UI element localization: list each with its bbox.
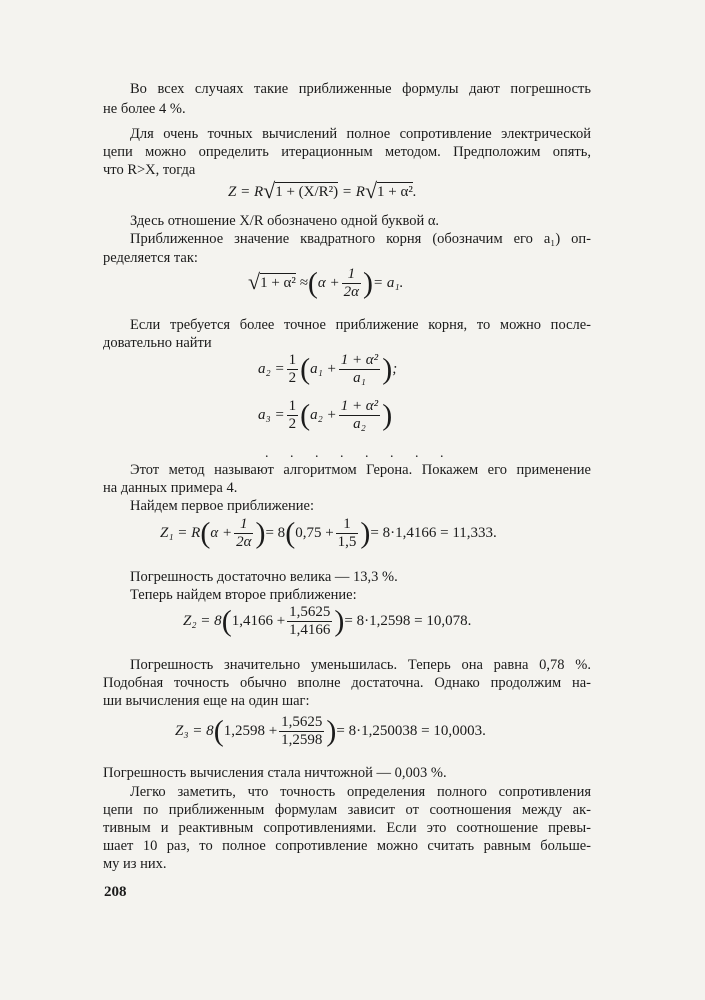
text-line: Теперь найдем второе приближение:	[130, 587, 357, 603]
equation-a2: a₂ = $\frac{1}{2}$ (a₁ + $\frac{\text{1 + α²}}{\text{a₁}}$ );	[258, 352, 398, 386]
equation-z2: Z₂ = 8(1,4166 + $\frac{1,5625}{1,4166}$ )= 8·1,2598 = 10,078.	[183, 604, 472, 638]
text-line: не более 4 %.	[103, 101, 186, 117]
equation-z1: Z₁ = R(α + $\frac{1}{2\alpha}$ )= 8(0,75 + $\frac{1}{1,5}$ )= 8·1,4166 = 11,333.	[160, 516, 497, 550]
text-line: на данных примера 4.	[103, 480, 238, 496]
text-line: Погрешность достаточно велика — 13,3 %.	[130, 569, 398, 585]
page-number: 208	[104, 884, 127, 900]
text-line: Подобная точность обычно вполне достаточна. Однако продолжим на-	[103, 675, 591, 691]
text-line: цепи по приближенным формулам зависит от соотношения между ак-	[103, 802, 591, 818]
text-line: му из них.	[103, 856, 167, 872]
text-line: ределяется так:	[103, 250, 198, 266]
text-line: Для очень точных вычислений полное сопротивление электрической	[130, 126, 591, 142]
text-line: Найдем первое приближение:	[130, 498, 314, 514]
equation-root-approx: √1 + α² ≈(α + $\frac{1}{2\alpha}$ )= a₁.	[248, 266, 404, 300]
text-line: ши вычисления еще на один шаг:	[103, 693, 310, 709]
text-line: тивным и реактивным сопротивлениями. Если это соотношение превы-	[103, 820, 591, 836]
text-line: Здесь отношение X/R обозначено одной буквой α.	[130, 213, 440, 229]
text-line: цепи можно определить итерационным методом. Предположим опять,	[103, 144, 591, 160]
text-line: шает 10 раз, то полное сопротивление можно считать равным больше-	[103, 838, 591, 854]
text-line: Погрешность вычисления стала ничтожной — 0,003 %.	[103, 765, 447, 781]
text-line: Этот метод называют алгоритмом Герона. Покажем его применение	[130, 462, 591, 478]
text-line: Если требуется более точное приближение корня, то можно после-	[130, 317, 591, 333]
text-line: Погрешность значительно уменьшилась. Теперь она равна 0,78 %.	[130, 657, 591, 673]
text-line: что R>X, тогда	[103, 162, 196, 178]
ellipsis-dots: . . . . . . . .	[265, 446, 453, 461]
text-line: Легко заметить, что точность определения полного сопротивления	[130, 784, 591, 800]
equation-impedance: Z = R√1 + (X/R²) = R√1 + α².	[228, 178, 417, 203]
text-line: Приближенное значение квадратного корня (обозначим его a₁) оп-	[130, 231, 591, 247]
text-line: довательно найти	[103, 335, 212, 351]
text-line: Во всех случаях такие приближенные формулы дают погрешность	[130, 81, 591, 97]
equation-z3: Z₃ = 8(1,2598 + $\frac{1,5625}{1,2598}$ )= 8·1,250038 = 10,0003.	[175, 714, 486, 748]
equation-a3: a₃ = $\frac{1}{2}$ (a₂ + $\frac{\text{1 + α²}}{\text{a₂}}$ )	[258, 398, 393, 432]
